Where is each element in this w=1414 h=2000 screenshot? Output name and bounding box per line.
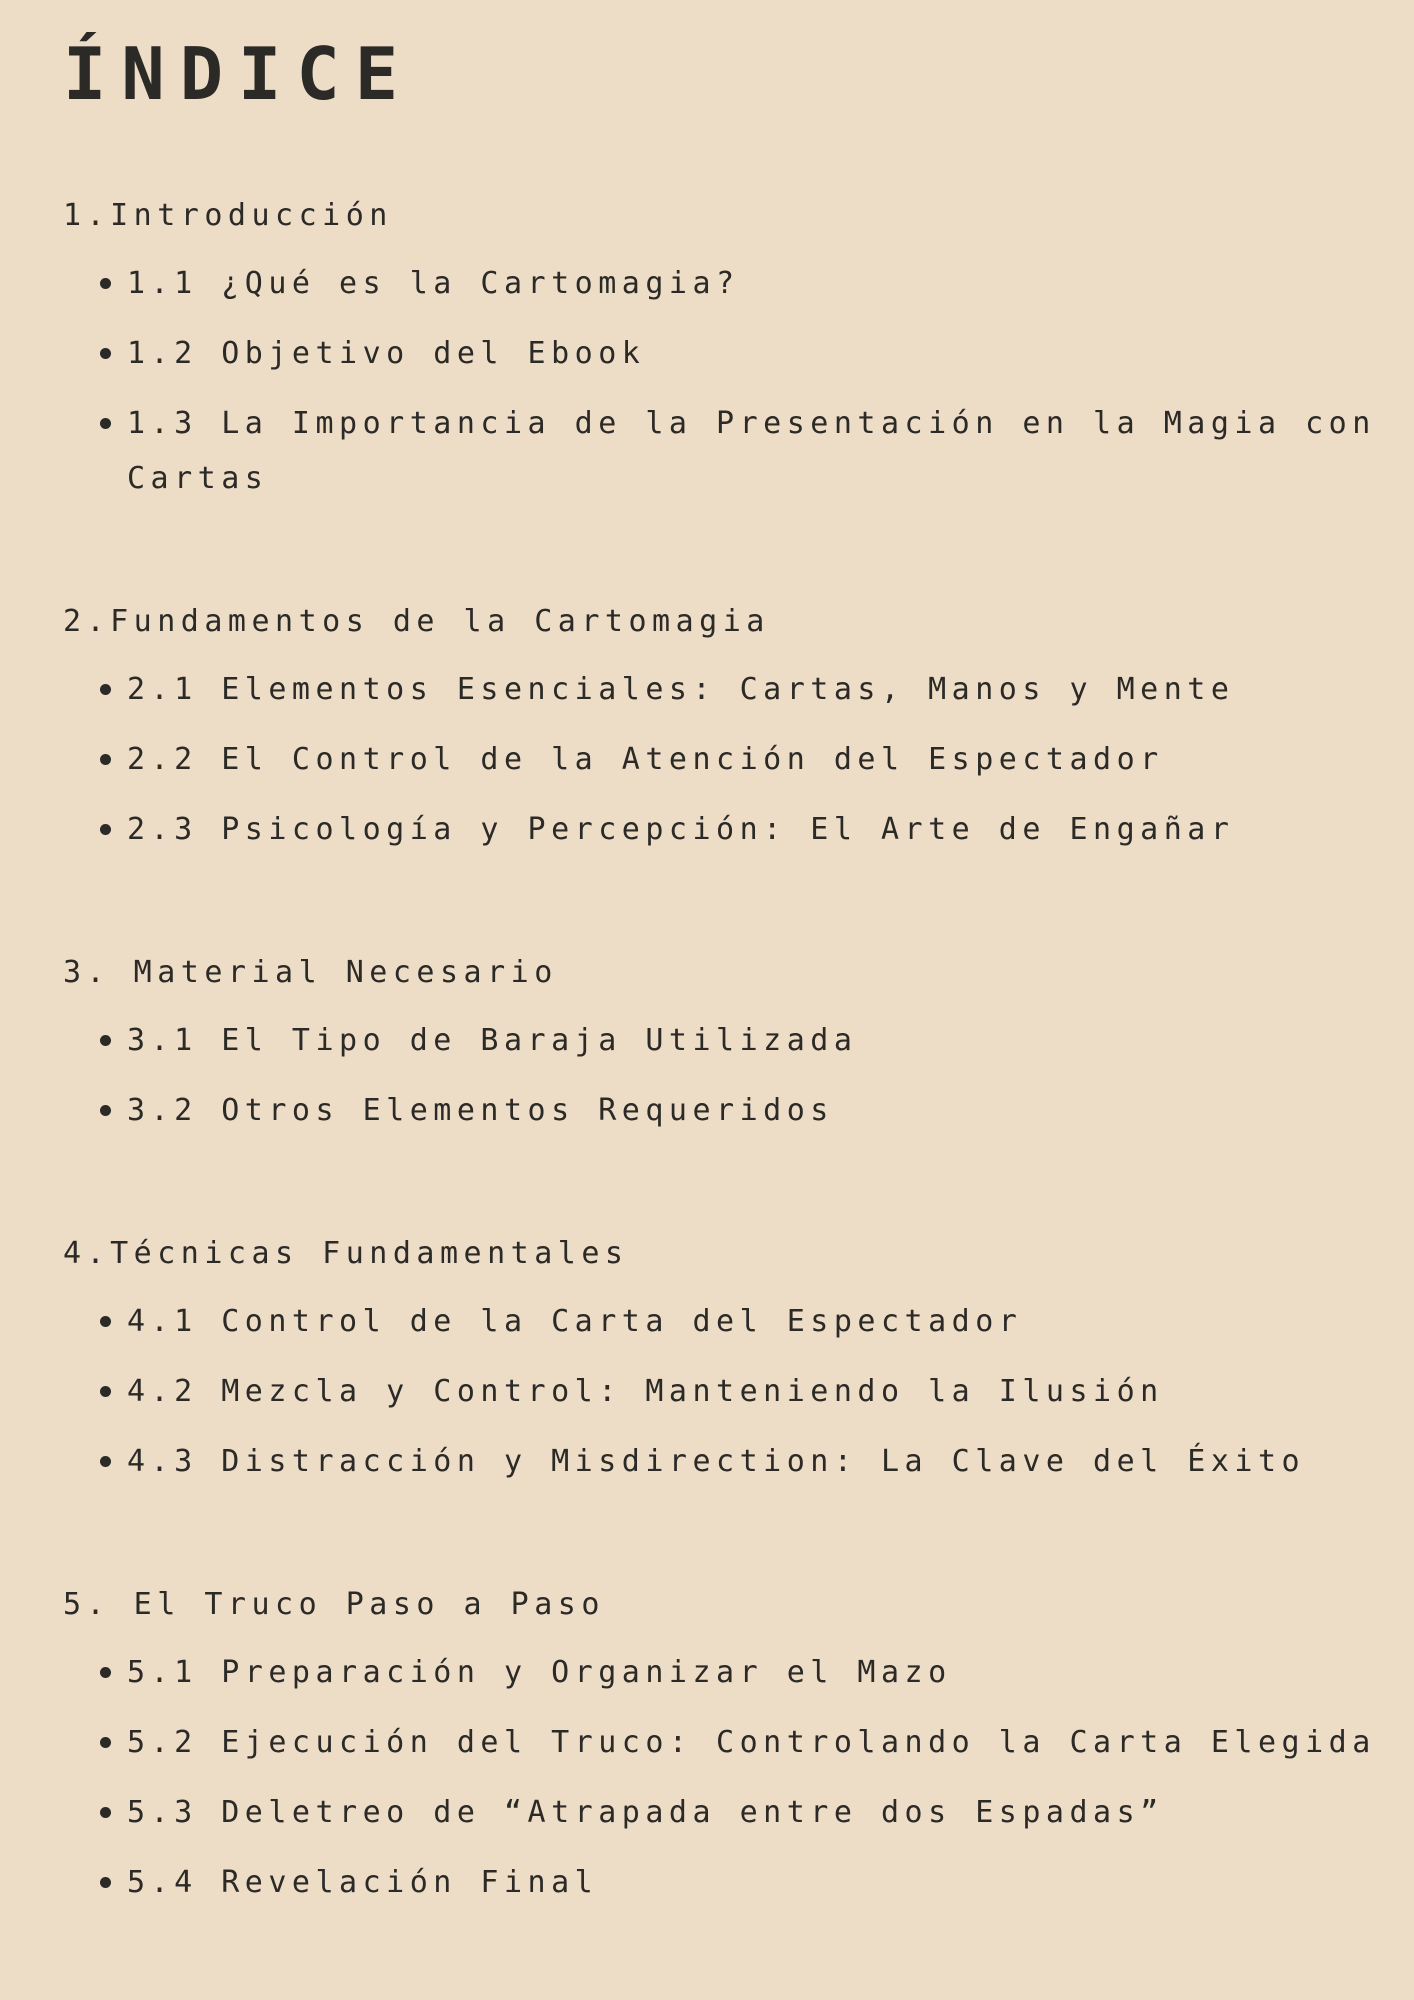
bullet-icon [100,1737,111,1748]
section-item-list [63,1645,1414,1910]
toc-item-label: 4.2 Mezcla y Control: Manteniendo la Ilusión [127,1374,1164,1409]
bullet-icon [100,1386,111,1397]
toc-section-fundamentos [63,594,1414,857]
section-heading: 5. El Truco Paso a Paso [63,1587,605,1622]
toc-item [63,1013,1414,1068]
bullet-icon [100,348,111,359]
toc-item-label: 5.4 Revelación Final [127,1865,599,1900]
toc-item-label: 2.2 El Control de la Atención del Espectador [127,742,1164,777]
bullet-icon [100,684,111,695]
bullet-icon [100,754,111,765]
section-heading: 1.Introducción [63,198,393,233]
toc-item-label: 5.1 Preparación y Organizar el Mazo [127,1655,952,1690]
bullet-icon [100,278,111,289]
page-title: ÍNDICE [63,32,414,116]
toc-item-label: 5.2 Ejecución del Truco: Controlando la Carta Elegida [127,1725,1376,1760]
bullet-icon [100,1667,111,1678]
toc-item-label: 3.2 Otros Elementos Requeridos [127,1093,834,1128]
bullet-icon [100,1807,111,1818]
bullet-icon [100,1456,111,1467]
section-heading: 4.Técnicas Fundamentales [63,1236,629,1271]
bullet-icon [100,1316,111,1327]
toc-item [63,732,1414,787]
toc-section-introduccion [63,188,1414,506]
toc-item [63,1645,1414,1700]
toc-item-label: 1.3 La Importancia de la Presentación en la Magia con Cartas [127,406,1376,496]
bullet-icon [100,824,111,835]
bullet-icon [100,1035,111,1046]
section-item-list [63,1294,1414,1489]
toc-item [63,662,1414,717]
toc-item-label: 4.1 Control de la Carta del Espectador [127,1304,1023,1339]
bullet-icon [100,418,111,429]
toc-item-label: 4.3 Distracción y Misdirection: La Clave del Éxito [127,1444,1306,1479]
section-item-list [63,662,1414,857]
toc-item-label: 5.3 Deletreo de “Atrapada entre dos Espadas” [127,1795,1164,1830]
toc-item [63,256,1414,311]
toc-item-label: 2.3 Psicología y Percepción: El Arte de Engañar [127,812,1235,847]
toc-item [63,802,1414,857]
section-heading: 2.Fundamentos de la Cartomagia [63,604,770,639]
toc-item [63,396,1414,506]
toc-item [63,1785,1414,1840]
toc-item [63,1855,1414,1910]
toc-item-label: 3.1 El Tipo de Baraja Utilizada [127,1023,858,1058]
toc-item [63,1434,1414,1489]
section-item-list [63,1013,1414,1138]
toc-item-label: 1.1 ¿Qué es la Cartomagia? [127,266,740,301]
section-heading: 3. Material Necesario [63,955,558,990]
toc-item-label: 1.2 Objetivo del Ebook [127,336,646,371]
toc-section-truco [63,1577,1414,1910]
toc-item-label: 2.1 Elementos Esenciales: Cartas, Manos y Mente [127,672,1235,707]
toc-item [63,1715,1414,1770]
toc-item [63,1083,1414,1138]
toc-item [63,1364,1414,1419]
toc-section-tecnicas [63,1226,1414,1489]
bullet-icon [100,1105,111,1116]
section-item-list [63,256,1414,506]
toc-item [63,326,1414,381]
toc-section-material [63,945,1414,1138]
bullet-icon [100,1877,111,1888]
toc-item [63,1294,1414,1349]
